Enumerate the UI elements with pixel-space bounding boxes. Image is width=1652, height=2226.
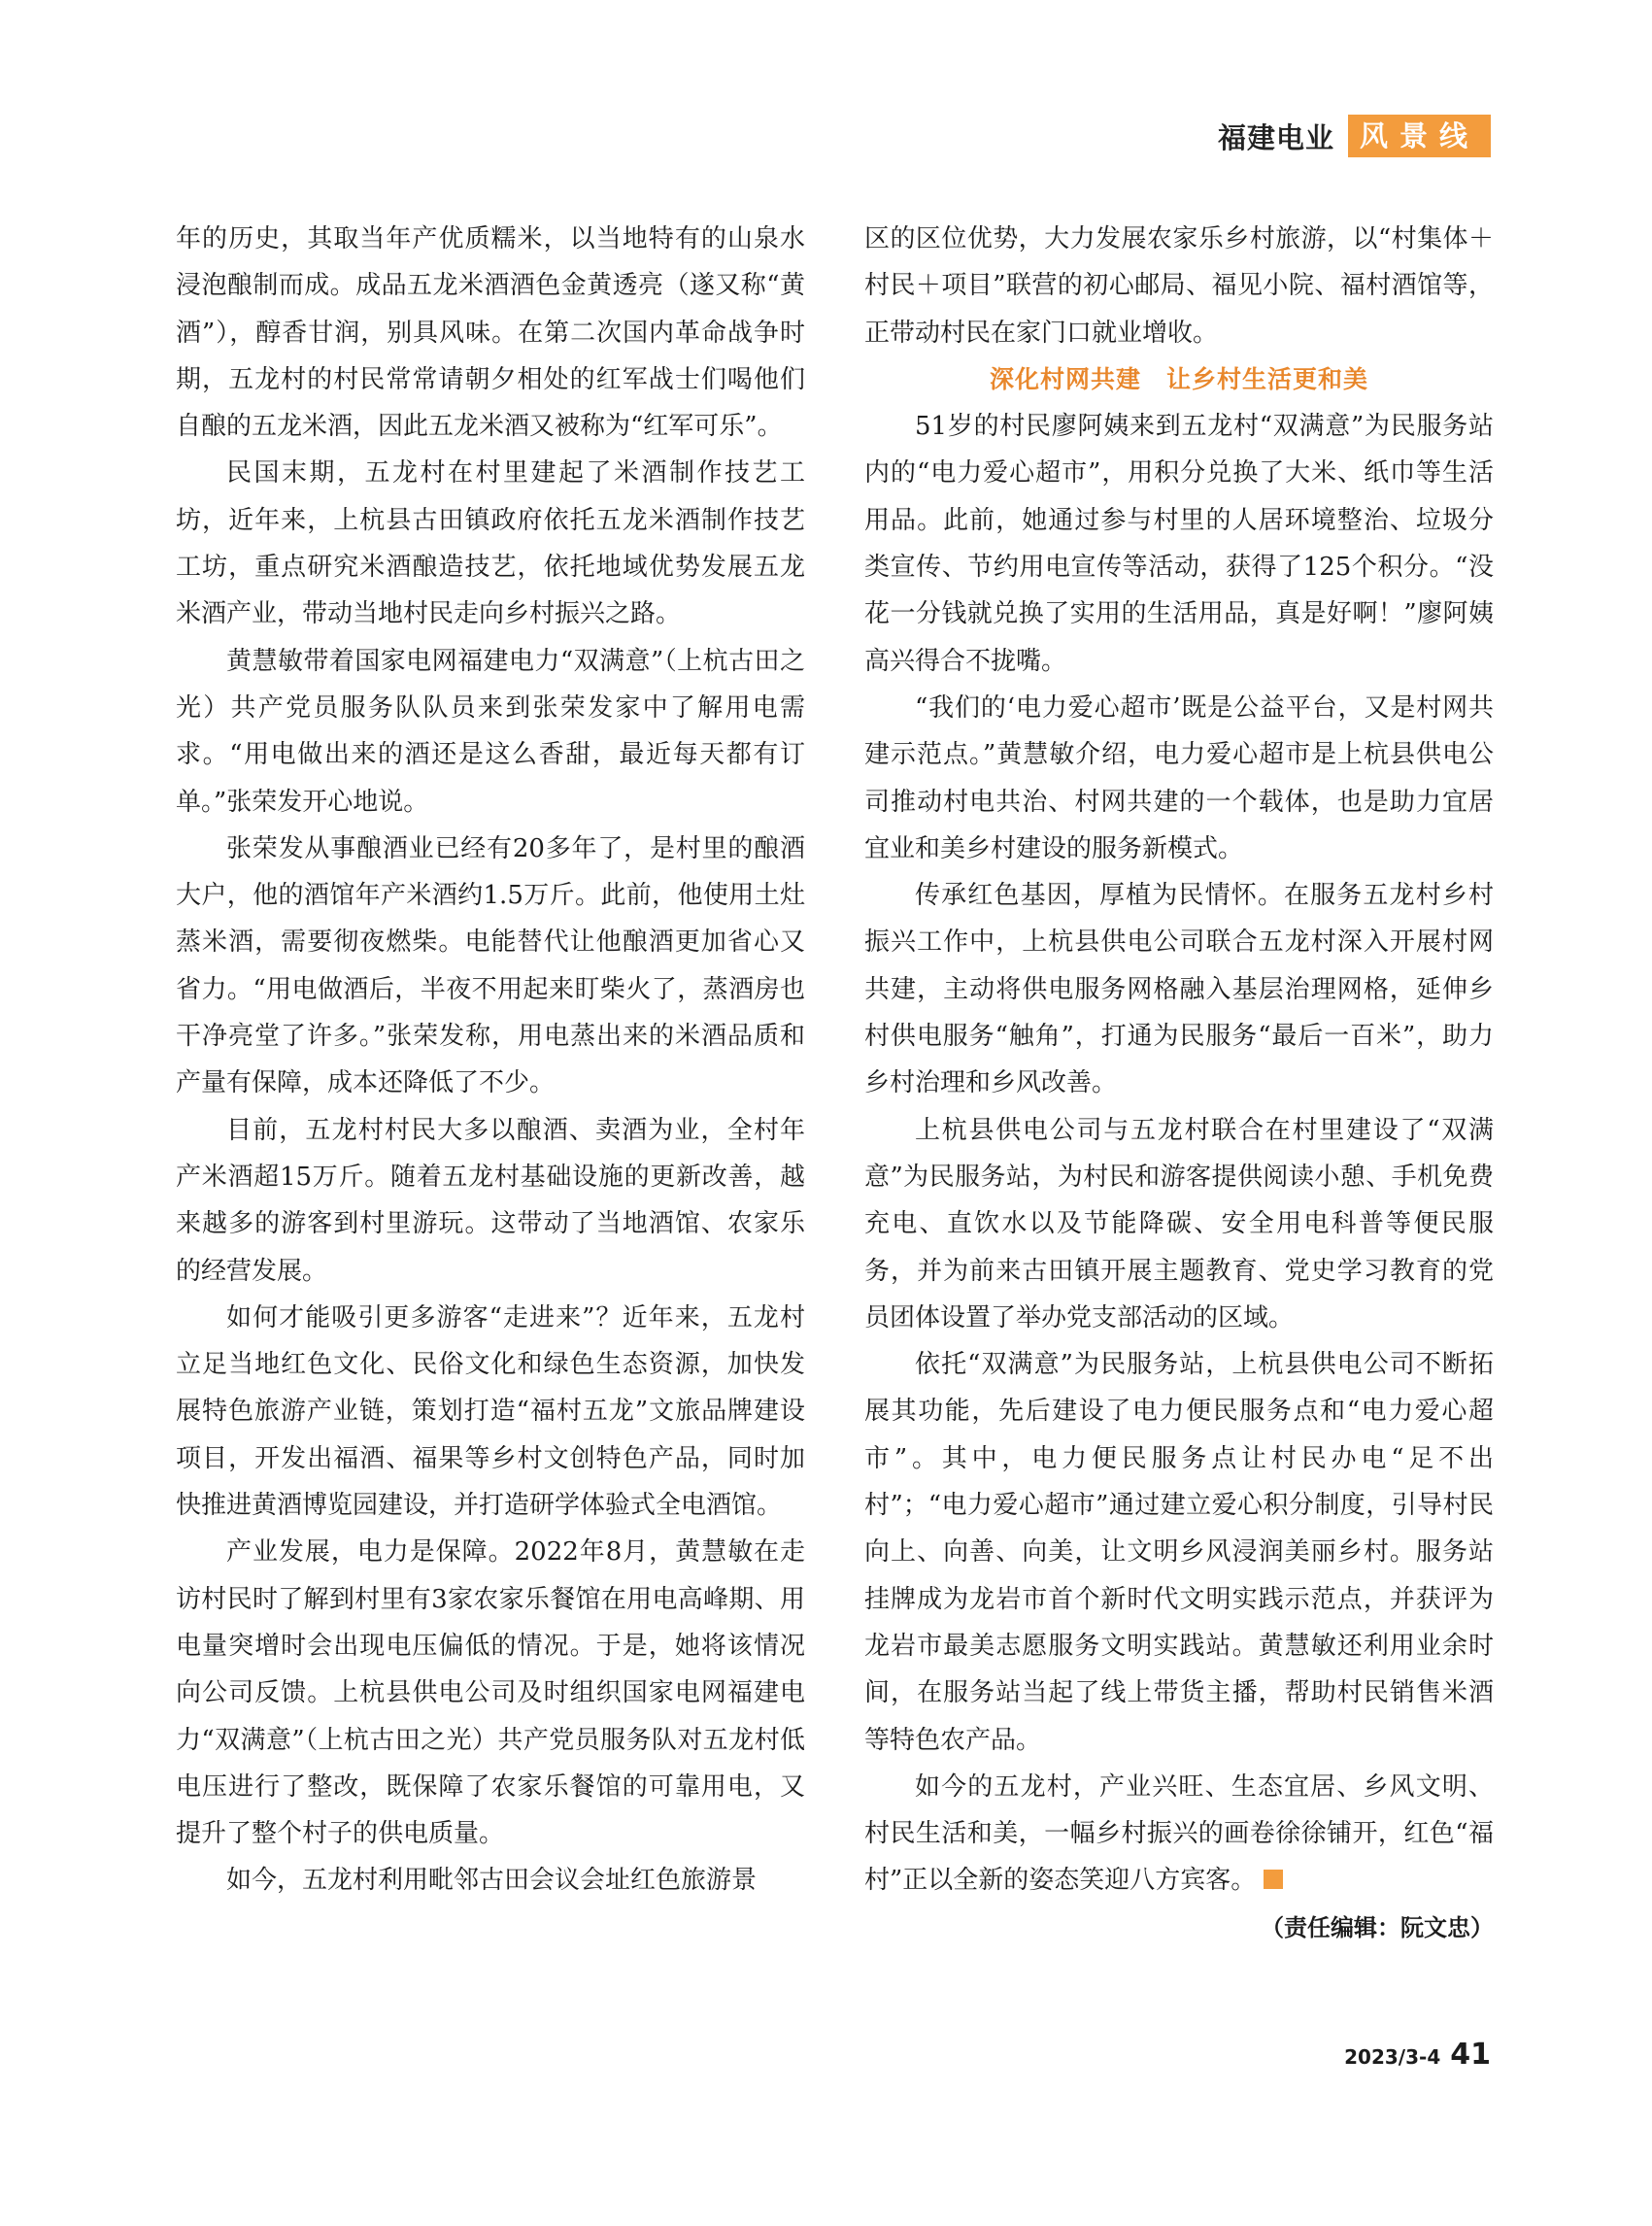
paragraph: 如今，五龙村利用毗邻古田会议会址红色旅游景: [226, 1866, 758, 1896]
paragraph: 传承红色基因，厚植为民情怀。在服务五龙村乡村振兴工作中，上杭县供电公司联合五龙村深入开展村网共建，主动将供电服务网格融入基层治理网格，延伸乡村供电服务“触角”，打通为民服务“最后一百米”，助力乡村治理和乡风改善。: [864, 881, 1494, 1098]
paragraph: 产业发展，电力是保障。2022年8月，黄慧敏在走访村民时了解到村里有3家农家乐餐馆在用电高峰期、用电量突增时会出现电压偏低的情况。于是，她将该情况向公司反馈。上杭县供电公司及时组织国家电网福建电力“双满意”（上杭古田之光）共产党员服务队对五龙村低电压进行了整改，既保障了农家乐餐馆的可靠用电，又提升了整个村子的供电质量。: [176, 1537, 805, 1849]
paragraph: 黄慧敏带着国家电网福建电力“双满意”（上杭古田之光）共产党员服务队队员来到张荣发家中了解用电需求。“用电做出来的酒还是这么香甜，最近每天都有订单。”张荣发开心地说。: [176, 646, 805, 817]
responsible-editor: （责任编辑：阮文忠）: [1261, 1913, 1494, 1941]
paragraph: 如何才能吸引更多游客“走进来”？近年来，五龙村立足当地红色文化、民俗文化和绿色生态资源，加快发展特色旅游产业链，策划打造“福村五龙”文旅品牌建设项目，开发出福酒、福果等乡村文创特色产品，同时加快推进黄酒博览园建设，并打造研学体验式全电酒馆。: [176, 1302, 805, 1521]
closing-text: 如今的五龙村，产业兴旺、生态宜居、乡风文明、村民生活和美，一幅乡村振兴的画卷徐徐铺开，红色“福村”正以全新的姿态笑迎八方宾客。: [864, 1771, 1494, 1896]
page-header: [1218, 115, 1491, 157]
right-column: [864, 216, 1494, 1951]
page-number: 41: [1450, 2038, 1491, 2072]
section-tag: 风景线: [1348, 115, 1491, 157]
paragraph: 依托“双满意”为民服务站，上杭县供电公司不断拓展其功能，先后建设了电力便民服务点和“电力爱心超市”。其中，电力便民服务点让村民办电“足不出村”；“电力爱心超市”通过建立爱心积分制度，引导村民向上、向善、向美，让文明乡风浸润美丽乡村。服务站挂牌成为龙岩市首个新时代文明实践示范点，并获评为龙岩市最美志愿服务文明实践站。黄慧敏还利用业余时间，在服务站当起了线上带货主播，帮助村民销售米酒等特色农产品。: [864, 1350, 1494, 1755]
paragraph: 张荣发从事酿酒业已经有20多年了，是村里的酿酒大户，他的酒馆年产米酒约1.5万斤。此前，他使用土灶蒸米酒，需要彻夜燃柴。电能替代让他酿酒更加省心又省力。“用电做酒后，半夜不用起来盯柴火了，蒸酒房也干净亮堂了许多。”张荣发称，用电蒸出来的米酒品质和产量有保障，成本还降低了不少。: [176, 833, 805, 1098]
paragraph: 51岁的村民廖阿姨来到五龙村“双满意”为民服务站内的“电力爱心超市”，用积分兑换了大米、纸巾等生活用品。此前，她通过参与村里的人居环境整治、垃圾分类宣传、节约用电宣传等活动，获得了125个积分。“没花一分钱就兑换了实用的生活用品，真是好啊！”廖阿姨高兴得合不拢嘴。: [864, 412, 1494, 676]
paragraph: 区的区位优势，大力发展农家乐乡村旅游，以“村集体＋村民＋项目”联营的初心邮局、福见小院、福村酒馆等，正带动村民在家门口就业增收。: [864, 224, 1494, 348]
section-subheading: 深化村网共建 让乡村生活更和美: [989, 364, 1368, 393]
paragraph: 目前，五龙村村民大多以酿酒、卖酒为业，全村年产米酒超15万斤。随着五龙村基础设施的更新改善，越来越多的游客到村里游玩。这带动了当地酒馆、农家乐的经营发展。: [176, 1115, 805, 1286]
page-footer: [1344, 2038, 1491, 2072]
paragraph: 年的历史，其取当年产优质糯米，以当地特有的山泉水浸泡酿制而成。成品五龙米酒酒色金黄透亮（遂又称“黄酒”），醇香甘润，别具风味。在第二次国内革命战争时期，五龙村的村民常常请朝夕相处的红军战士们喝他们自酿的五龙米酒，因此五龙米酒又被称为“红军可乐”。: [176, 224, 805, 442]
paragraph: 民国末期，五龙村在村里建起了米酒制作技艺工坊，近年来，上杭县古田镇政府依托五龙米酒制作技艺工坊，重点研究米酒酿造技艺，依托地域优势发展五龙米酒产业，带动当地村民走向乡村振兴之路。: [176, 458, 805, 629]
closing-paragraph: [864, 1764, 1494, 1905]
paragraph: 上杭县供电公司与五龙村联合在村里建设了“双满意”为民服务站，为村民和游客提供阅读小憩、手机免费充电、直饮水以及节能降碳、安全用电科普等便民服务，并为前来古田镇开展主题教育、党史学习教育的党员团体设置了举办党支部活动的区域。: [864, 1115, 1494, 1332]
issue-number: 2023/3-4: [1344, 2045, 1441, 2069]
magazine-name: 福建电业: [1217, 120, 1334, 154]
paragraph: “我们的‘电力爱心超市’既是公益平台，又是村网共建示范点。”黄慧敏介绍，电力爱心超市是上杭县供电公司推动村电共治、村网共建的一个载体，也是助力宜居宜业和美乡村建设的服务新模式。: [864, 692, 1494, 863]
end-mark-icon: [1264, 1870, 1283, 1889]
left-column: [176, 216, 805, 1905]
